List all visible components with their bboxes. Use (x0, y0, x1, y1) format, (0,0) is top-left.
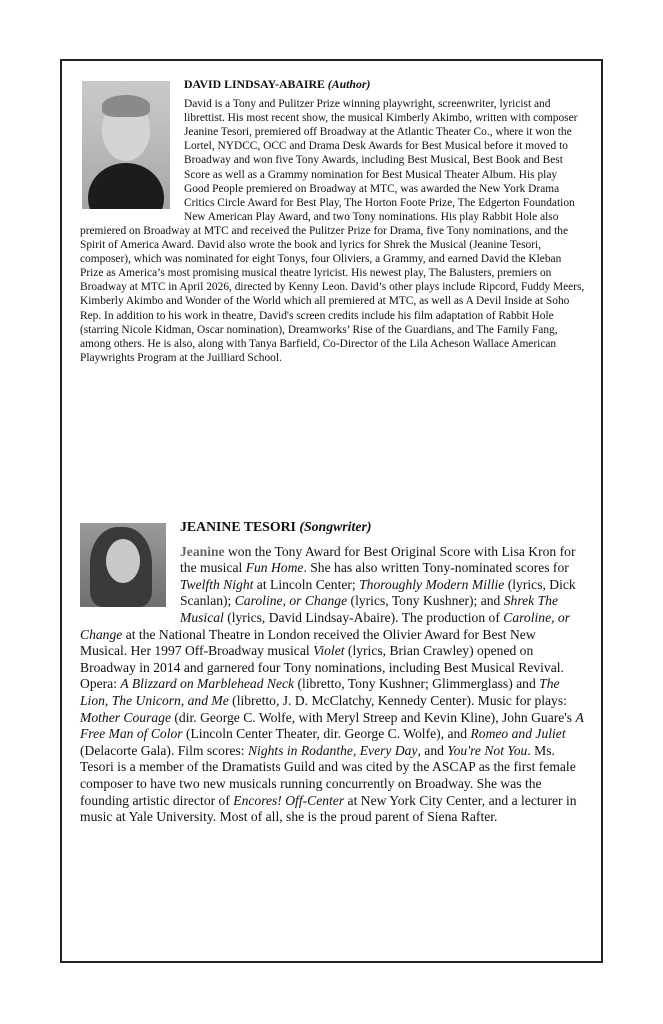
bio-david-lindsay-abaire (80, 77, 585, 365)
songwriter-bio-text: Jeanine won the Tony Award for Best Original Score with Lisa Kron for the musical Fun Home. She has also written Tony-nominated scores for Twelfth Night at Lincoln Center; Thoroughly Modern Millie (lyrics, Dick Scanlan); Caroline, or Change (lyrics, Tony Kushner); and Shrek The Musical (lyrics, David Lindsay-Abaire). The production of Caroline, or Change at the National Theatre in London received the Olivier Award for Best New Musical. Her 1997 Off-Broadway musical Violet (lyrics, Brian Crawley) opened on Broadway in 2014 and garnered four Tony nominations, including Best Musical Revival. Opera: A Blizzard on Marblehead Neck (libretto, Tony Kushner; Glimmerglass) and The Lion, The Unicorn, and Me (libretto, J. D. McClatchy, Kennedy Center). Music for plays: Mother Courage (dir. George C. Wolfe, with Meryl Streep and Kevin Kline), John Guare's A Free Man of Color (Lincoln Center Theater, dir. George C. Wolfe), and Romeo and Juliet (Delacorte Gala). Film scores: Nights in Rodanthe, Every Day, and You're Not You. Ms. Tesori is a member of the Dramatists Guild and was cited by the ASCAP as the first female composer to have two new musicals running concurrently on Broadway. She was the founding artistic director of Encores! Off-Center at New York City Center, and a lecturer in music at Yale University. Most of all, she is the proud parent of Siena Rafter. (80, 543, 584, 825)
bio-lead-name: Jeanine (180, 543, 225, 559)
bio-page-frame (60, 59, 603, 963)
author-headshot-photo (82, 81, 170, 209)
bio-jeanine-tesori (80, 519, 585, 826)
author-bio-text: David is a Tony and Pulitzer Prize winning playwright, screenwriter, lyricist and librettist. His most recent show, the musical Kimberly Akimbo, written with composer Jeanine Tesori, premiered off Broadway at the Atlantic Theater Co., where it won the Lortel, NYDCC, OCC and Drama Desk Awards for Best Musical before it moved to Broadway and won five Tony Awards, including Best Musical, Best Book and Best Score as well as a Grammy nomination for Best Musical Theater Album. His play Good People premiered on Broadway at MTC, was awarded the New York Drama Critics Circle Award for Best Play, The Horton Foote Prize, The Edgerton Foundation New American Play Award, and two Tony nominations. His play Rabbit Hole also premiered on Broadway at MTC and received the Pulitzer Prize for Drama, five Tony nominations, and the Spirit of America Award. David also wrote the book and lyrics for Shrek the Musical (Jeanine Tesori, composer), which was nominated for eight Tonys, four Oliviers, a Grammy, and earned David the Kleban Prize as America’s most promising musical theatre lyricist. His newest play, The Balusters, premiers on Broadway at MTC in April 2026, directed by Kenny Leon. David’s other plays include Ripcord, Fuddy Meers, Kimberly Akimbo and Wonder of the World which all premiered at MTC, as well as A Devil Inside at Soho Rep. In addition to his work in theatre, David's screen credits include his film adaptation of Rabbit Hole (starring Nicole Kidman, Oscar nomination), Dreamworks’ Rise of the Guardians, and The Family Fang, among others. He is also, along with Tanya Barfield, Co-Director of the Lila Acheson Wallace American Playwrights Program at the Juilliard School. (80, 98, 585, 364)
author-name-heading: DAVID LINDSAY-ABAIRE (Author) (184, 77, 371, 91)
songwriter-headshot-photo (80, 523, 166, 607)
songwriter-name-heading: JEANINE TESORI (Songwriter) (180, 519, 372, 534)
